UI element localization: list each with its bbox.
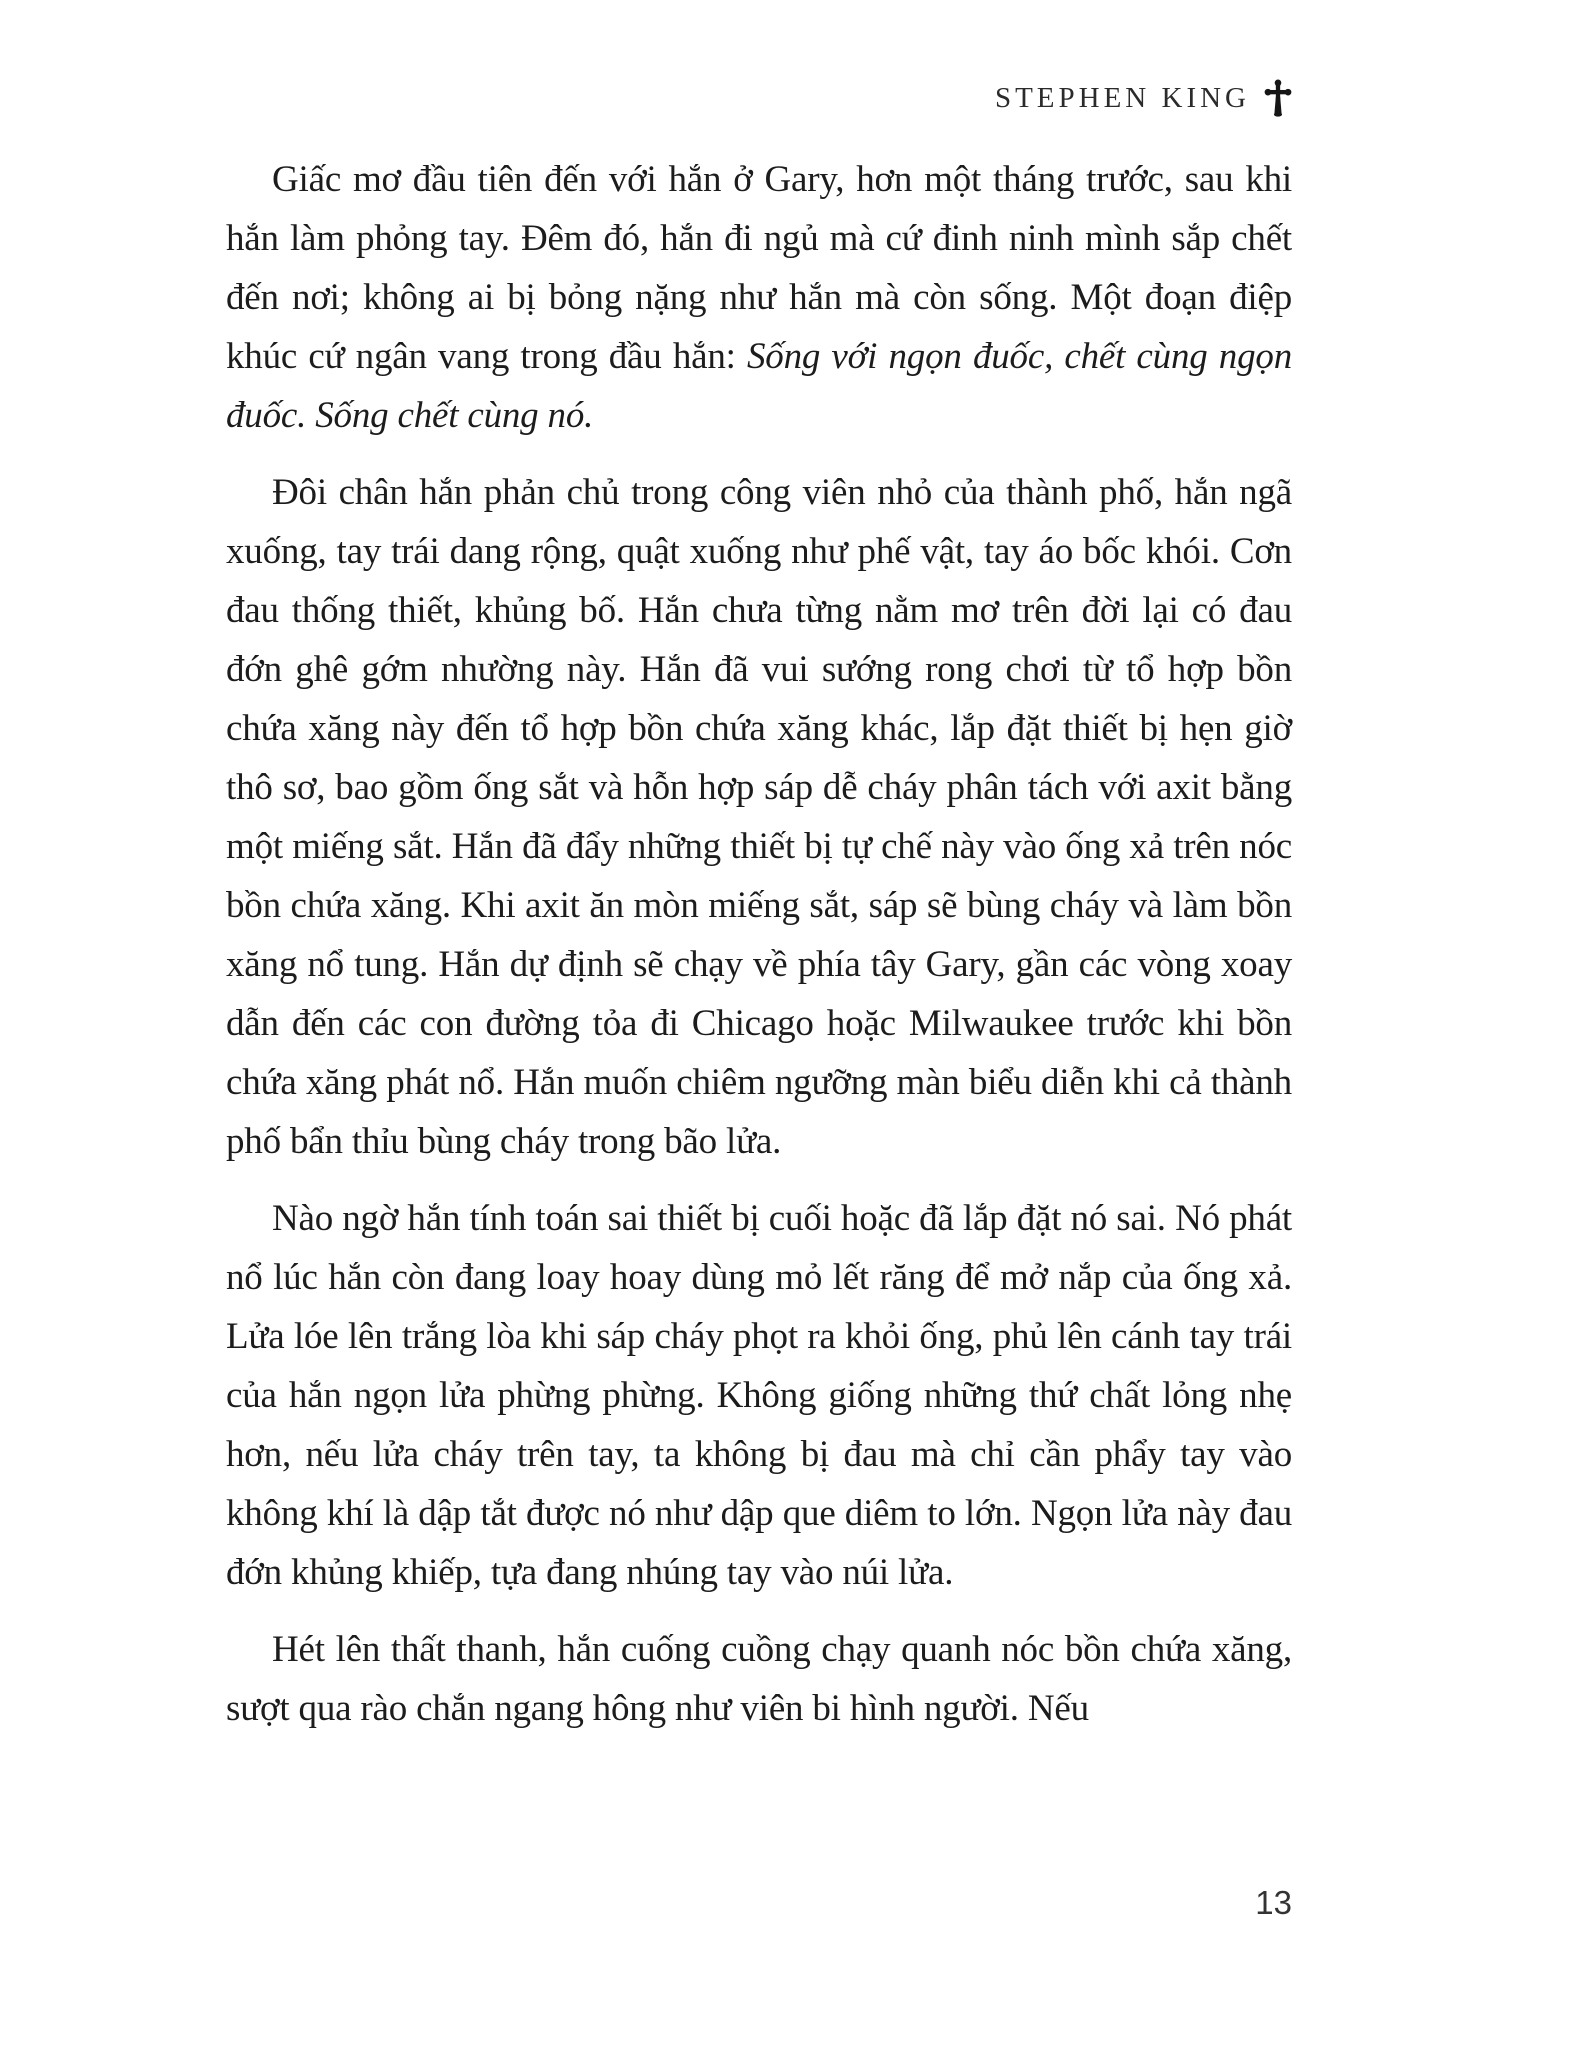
page-footer bbox=[226, 1884, 1292, 1922]
text-run: Đôi chân hắn phản chủ trong công viên nhỏ của thành phố, hắn ngã xuống, tay trái dang rộng, quật xuống như phế vật, tay áo bốc khói. Cơn đau thống thiết, khủng bố. Hắn chưa từng nằm mơ trên đời lại có đau đớn ghê gớm nhường này. Hắn đã vui sướng rong chơi từ tổ hợp bồn chứa xăng này đến tổ hợp bồn chứa xăng khác, lắp đặt thiết bị hẹn giờ thô sơ, bao gồm ống sắt và hỗn hợp sáp dễ cháy phân tách với axit bằng một miếng sắt. Hắn đã đẩy những thiết bị tự chế này vào ống xả trên nóc bồn chứa xăng. Khi axit ăn mòn miếng sắt, sáp sẽ bùng cháy và làm bồn xăng nổ tung. Hắn dự định sẽ chạy về phía tây Gary, gần các vòng xoay dẫn đến các con đường tỏa đi Chicago hoặc Milwaukee trước khi bồn chứa xăng phát nổ. Hắn muốn chiêm ngưỡng màn biểu diễn khi cả thành phố bẩn thỉu bùng cháy trong bão lửa. bbox=[226, 472, 1292, 1162]
paragraph bbox=[226, 1620, 1292, 1738]
page-number: 13 bbox=[1255, 1884, 1292, 1921]
cross-icon bbox=[1264, 78, 1292, 118]
text-run: Giấc mơ đầu tiên đến với hắn ở Gary, hơn một tháng trước, sau khi hắn làm phỏng tay. Đêm đó, hắn đi ngủ mà cứ đinh ninh mình sắp chết đến nơi; không ai bị bỏng nặng như hắn mà còn sống. Một đoạn điệp khúc cứ ngân vang trong đầu hắn: bbox=[226, 159, 1292, 377]
paragraph bbox=[226, 1189, 1292, 1602]
paragraph bbox=[226, 150, 1292, 445]
paragraph bbox=[226, 463, 1292, 1171]
italic-run: Sống với ngọn đuốc, chết cùng ngọn đuốc. Sống chết cùng nó. bbox=[226, 336, 1292, 436]
running-head-author: STEPHEN KING bbox=[994, 81, 1250, 114]
running-head bbox=[226, 78, 1292, 118]
text-run: Nào ngờ hắn tính toán sai thiết bị cuối hoặc đã lắp đặt nó sai. Nó phát nổ lúc hắn còn đang loay hoay dùng mỏ lết răng để mở nắp của ống xả. Lửa lóe lên trắng lòa khi sáp cháy phọt ra khỏi ống, phủ lên cánh tay trái của hắn ngọn lửa phừng phừng. Không giống những thứ chất lỏng nhẹ hơn, nếu lửa cháy trên tay, ta không bị đau mà chỉ cần phẩy tay vào không khí là dập tắt được nó như dập que diêm to lớn. Ngọn lửa này đau đớn khủng khiếp, tựa đang nhúng tay vào núi lửa. bbox=[226, 1198, 1292, 1593]
text-run: Hét lên thất thanh, hắn cuống cuồng chạy quanh nóc bồn chứa xăng, sượt qua rào chắn ngang hông như viên bi hình người. Nếu bbox=[226, 1629, 1292, 1729]
body-text bbox=[226, 150, 1292, 1756]
